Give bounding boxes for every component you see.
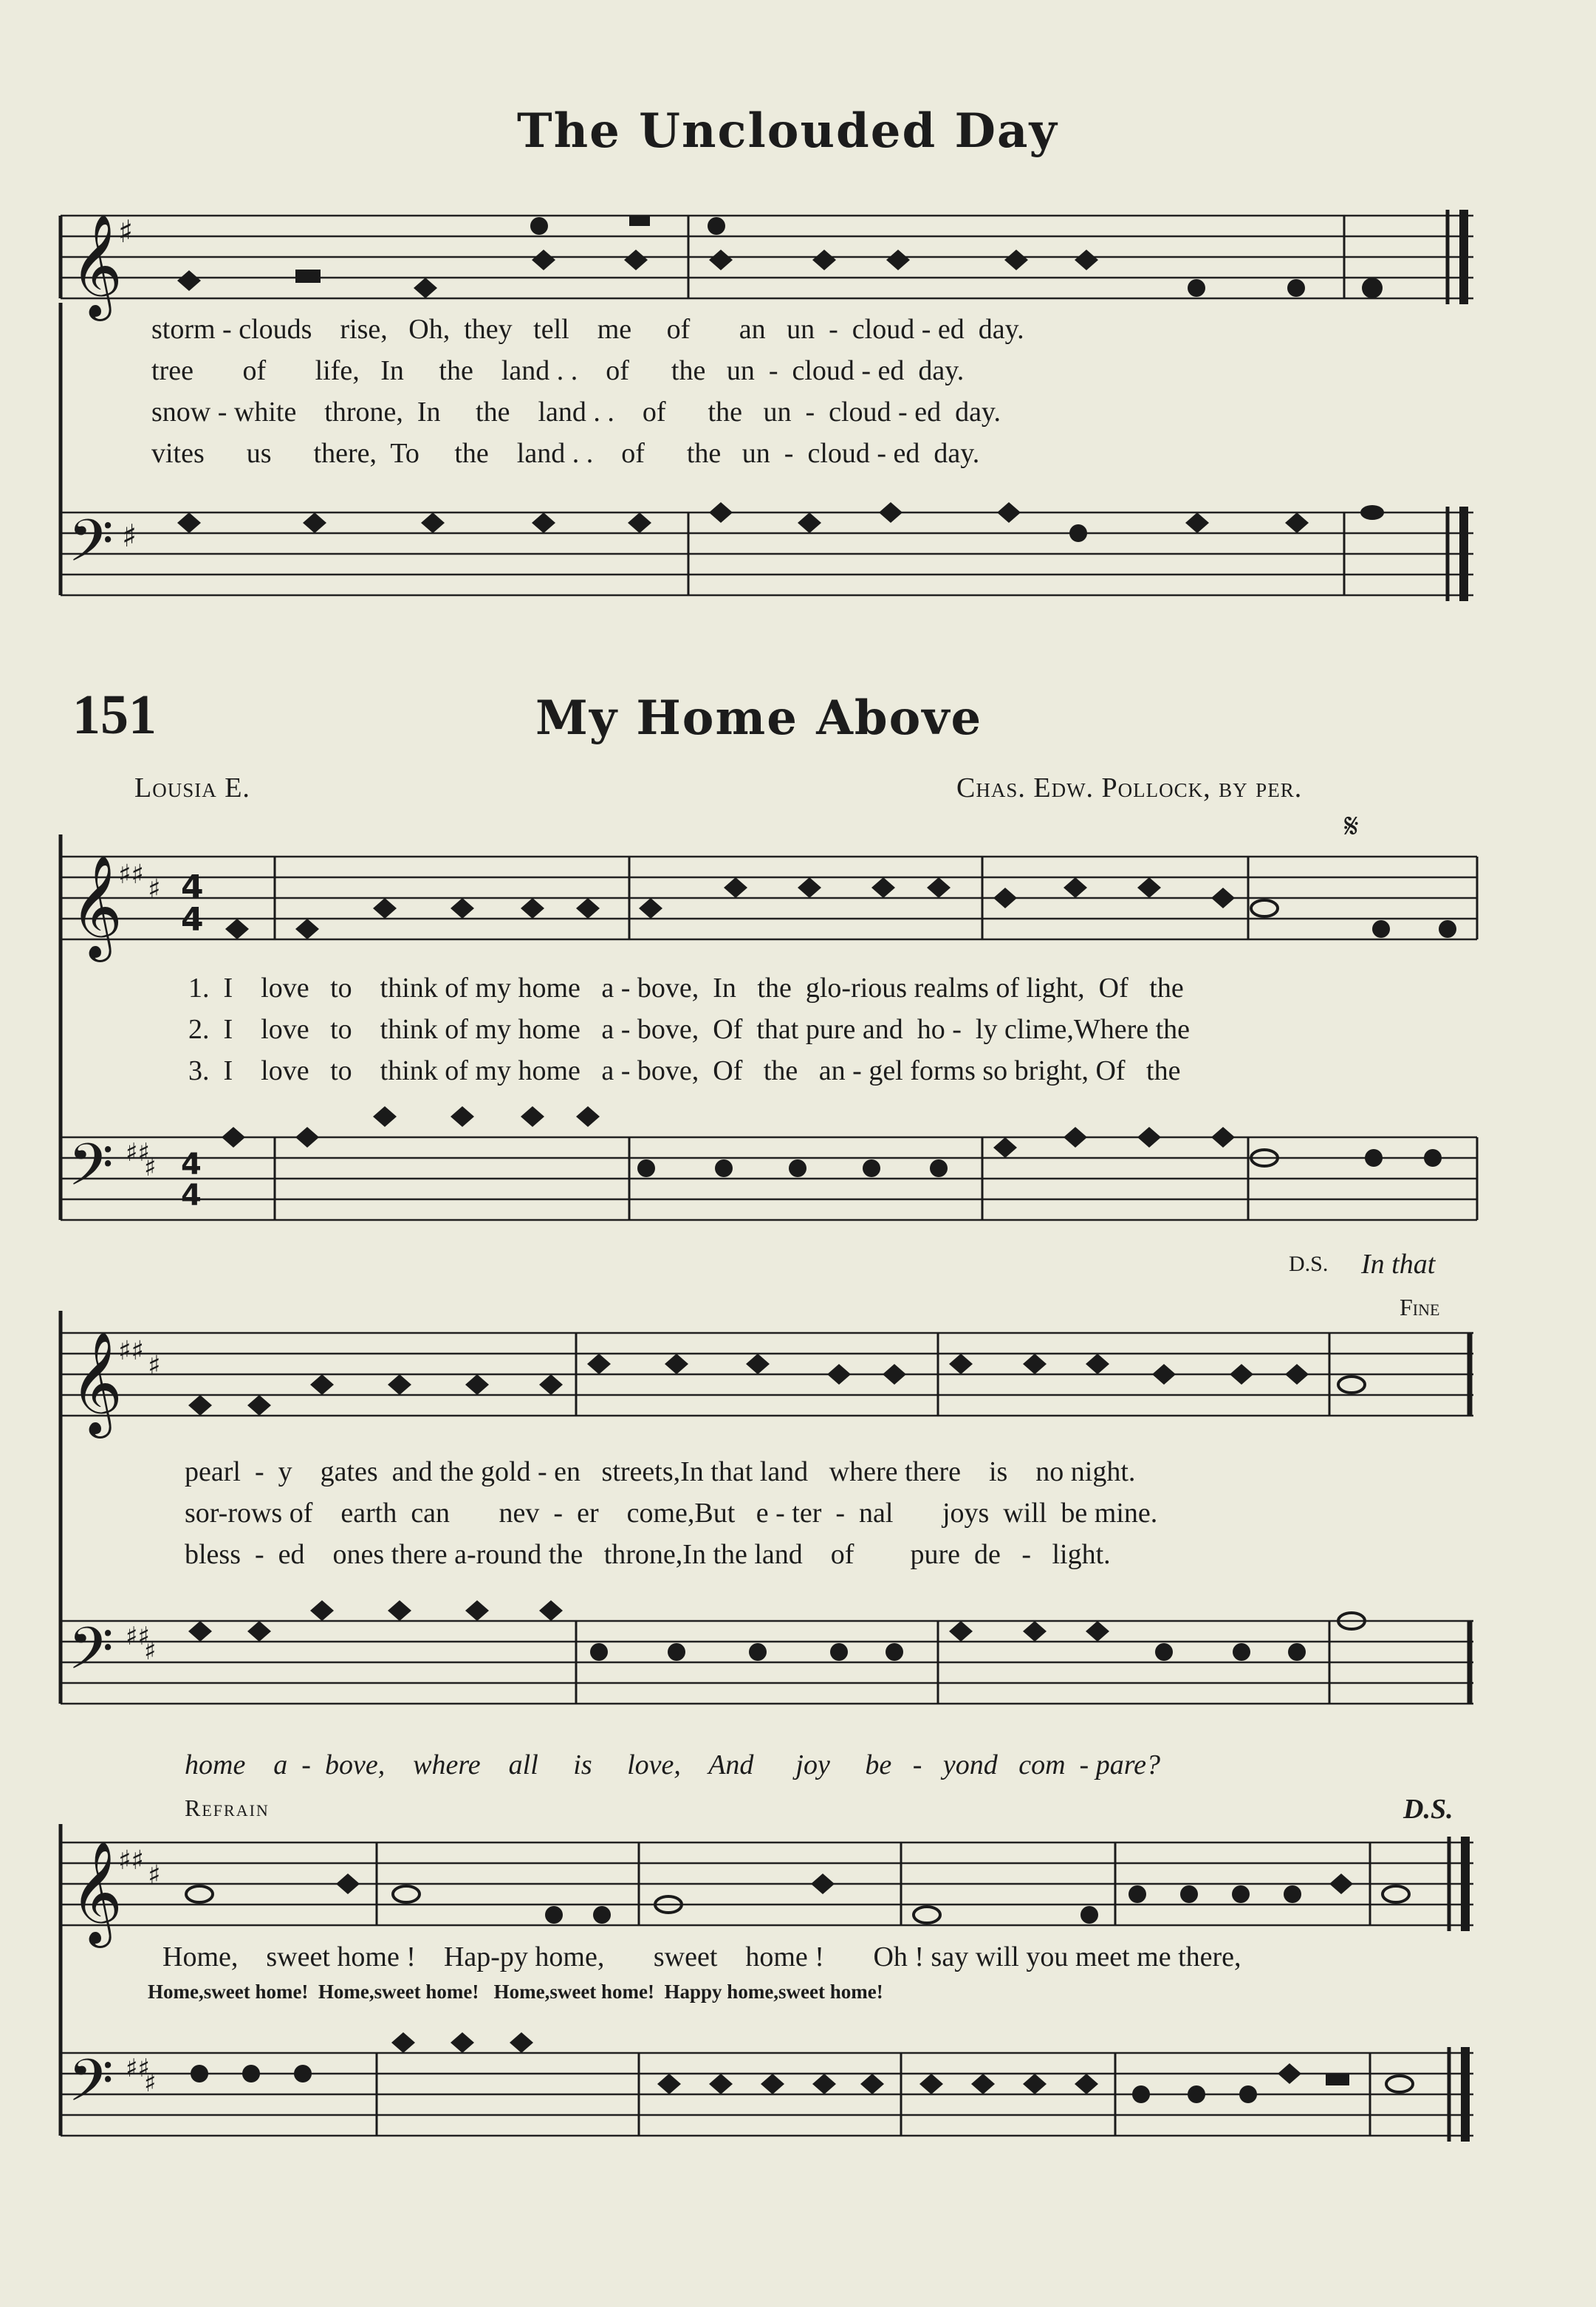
- fine-marking: Fine: [1400, 1294, 1440, 1320]
- svg-text:♯: ♯: [148, 1351, 161, 1381]
- svg-text:♯♯: ♯♯: [126, 2054, 150, 2083]
- svg-text:𝄞: 𝄞: [70, 1841, 123, 1944]
- system-1-verse-lyrics: [188, 967, 1190, 1091]
- hymn-150-verse-lyrics: [151, 309, 1024, 474]
- system-2-treble-staff: [0, 1311, 1596, 1444]
- verse-line: bless - ed ones there a-round the throne,In the land of pure de - light.: [185, 1539, 1111, 1570]
- svg-text:♯♯: ♯♯: [118, 860, 144, 890]
- author-credit: Lousia E.: [134, 772, 250, 803]
- hymn-150-bass-staff: [0, 480, 1596, 628]
- hymn-150-title: The Unclouded Day: [517, 103, 1058, 159]
- svg-text:𝄢: 𝄢: [68, 1614, 114, 1697]
- svg-text:♯♯: ♯♯: [126, 1622, 150, 1651]
- svg-text:4: 4: [181, 868, 204, 906]
- svg-text:𝄞: 𝄞: [70, 214, 123, 317]
- verse-line: pearl - y gates and the gold - en streets,In that land where there is no night.: [185, 1456, 1136, 1487]
- svg-text:𝄢: 𝄢: [68, 507, 114, 589]
- refrain-bass-lyric: Home,sweet home! Home,sweet home! Home,sweet home! Happy home,sweet home!: [148, 1981, 883, 2003]
- refrain-label: Refrain: [185, 1794, 270, 1821]
- refrain-bass-staff: [0, 2023, 1596, 2171]
- svg-text:4: 4: [181, 901, 204, 939]
- system-2-verse-lyrics: [185, 1451, 1157, 1575]
- system-2-bass-staff: [0, 1599, 1596, 1732]
- svg-text:𝄢: 𝄢: [68, 1131, 114, 1213]
- ds-instruction: D.S.: [1289, 1252, 1329, 1276]
- hymn-150-treble-staff: [0, 177, 1596, 325]
- svg-text:𝄞: 𝄞: [70, 855, 123, 958]
- ds-end-marking: D.S.: [1403, 1794, 1453, 1825]
- verse-line: snow - white throne, In the land . . of the un - cloud - ed day.: [151, 397, 1001, 428]
- svg-text:𝄞: 𝄞: [70, 1331, 123, 1434]
- ds-lyric-line: home a - bove, where all is love, And joy be - yond com - pare?: [185, 1749, 1160, 1780]
- verse-line: storm - clouds rise, Oh, they tell me of an un - cloud - ed day.: [151, 314, 1024, 345]
- verse-line: 3. I love to think of my home a - bove, Of the an - gel forms so bright, Of the: [188, 1055, 1181, 1086]
- svg-text:♯: ♯: [144, 2068, 157, 2098]
- composer-credit: Chas. Edw. Pollock, by per.: [956, 772, 1303, 803]
- verse-line: 1. I love to think of my home a - bove, In the glo-rious realms of light, Of the: [188, 973, 1184, 1004]
- svg-text:♯: ♯: [144, 1636, 157, 1666]
- refrain-treble-staff: [0, 1820, 1596, 1953]
- svg-text:4: 4: [181, 1148, 202, 1182]
- svg-text:♯♯: ♯♯: [118, 1845, 144, 1876]
- svg-text:𝄢: 𝄢: [68, 2046, 114, 2129]
- segno-sign: 𝄋: [1344, 807, 1359, 845]
- system-1-bass-staff: [0, 1115, 1596, 1248]
- hymn-number: 151: [72, 684, 157, 746]
- verse-line: 2. I love to think of my home a - bove, Of that pure and ho - ly clime,Where the: [188, 1014, 1191, 1045]
- svg-text:♯: ♯: [148, 874, 161, 905]
- system-1-treble-staff: [0, 834, 1596, 967]
- svg-text:♯: ♯: [144, 1153, 157, 1182]
- svg-text:♯♯: ♯♯: [126, 1138, 150, 1168]
- svg-text:4: 4: [181, 1179, 202, 1213]
- ds-text: In that: [1361, 1249, 1436, 1280]
- hymn-151-title: My Home Above: [535, 690, 983, 746]
- verse-line: sor-rows of earth can nev - er come,But e - ter - nal joys will be mine.: [185, 1498, 1158, 1529]
- verse-line: tree of life, In the land . . of the un - cloud - ed day.: [151, 355, 965, 386]
- svg-text:♯: ♯: [148, 1860, 161, 1890]
- svg-text:♯: ♯: [122, 518, 137, 554]
- refrain-lyric: Home, sweet home ! Hap-py home, sweet home ! Oh ! say will you meet me there,: [162, 1941, 1241, 1972]
- svg-text:♯♯: ♯♯: [118, 1336, 144, 1366]
- svg-text:♯: ♯: [118, 213, 134, 250]
- verse-line: vites us there, To the land . . of the un - cloud - ed day.: [151, 438, 980, 469]
